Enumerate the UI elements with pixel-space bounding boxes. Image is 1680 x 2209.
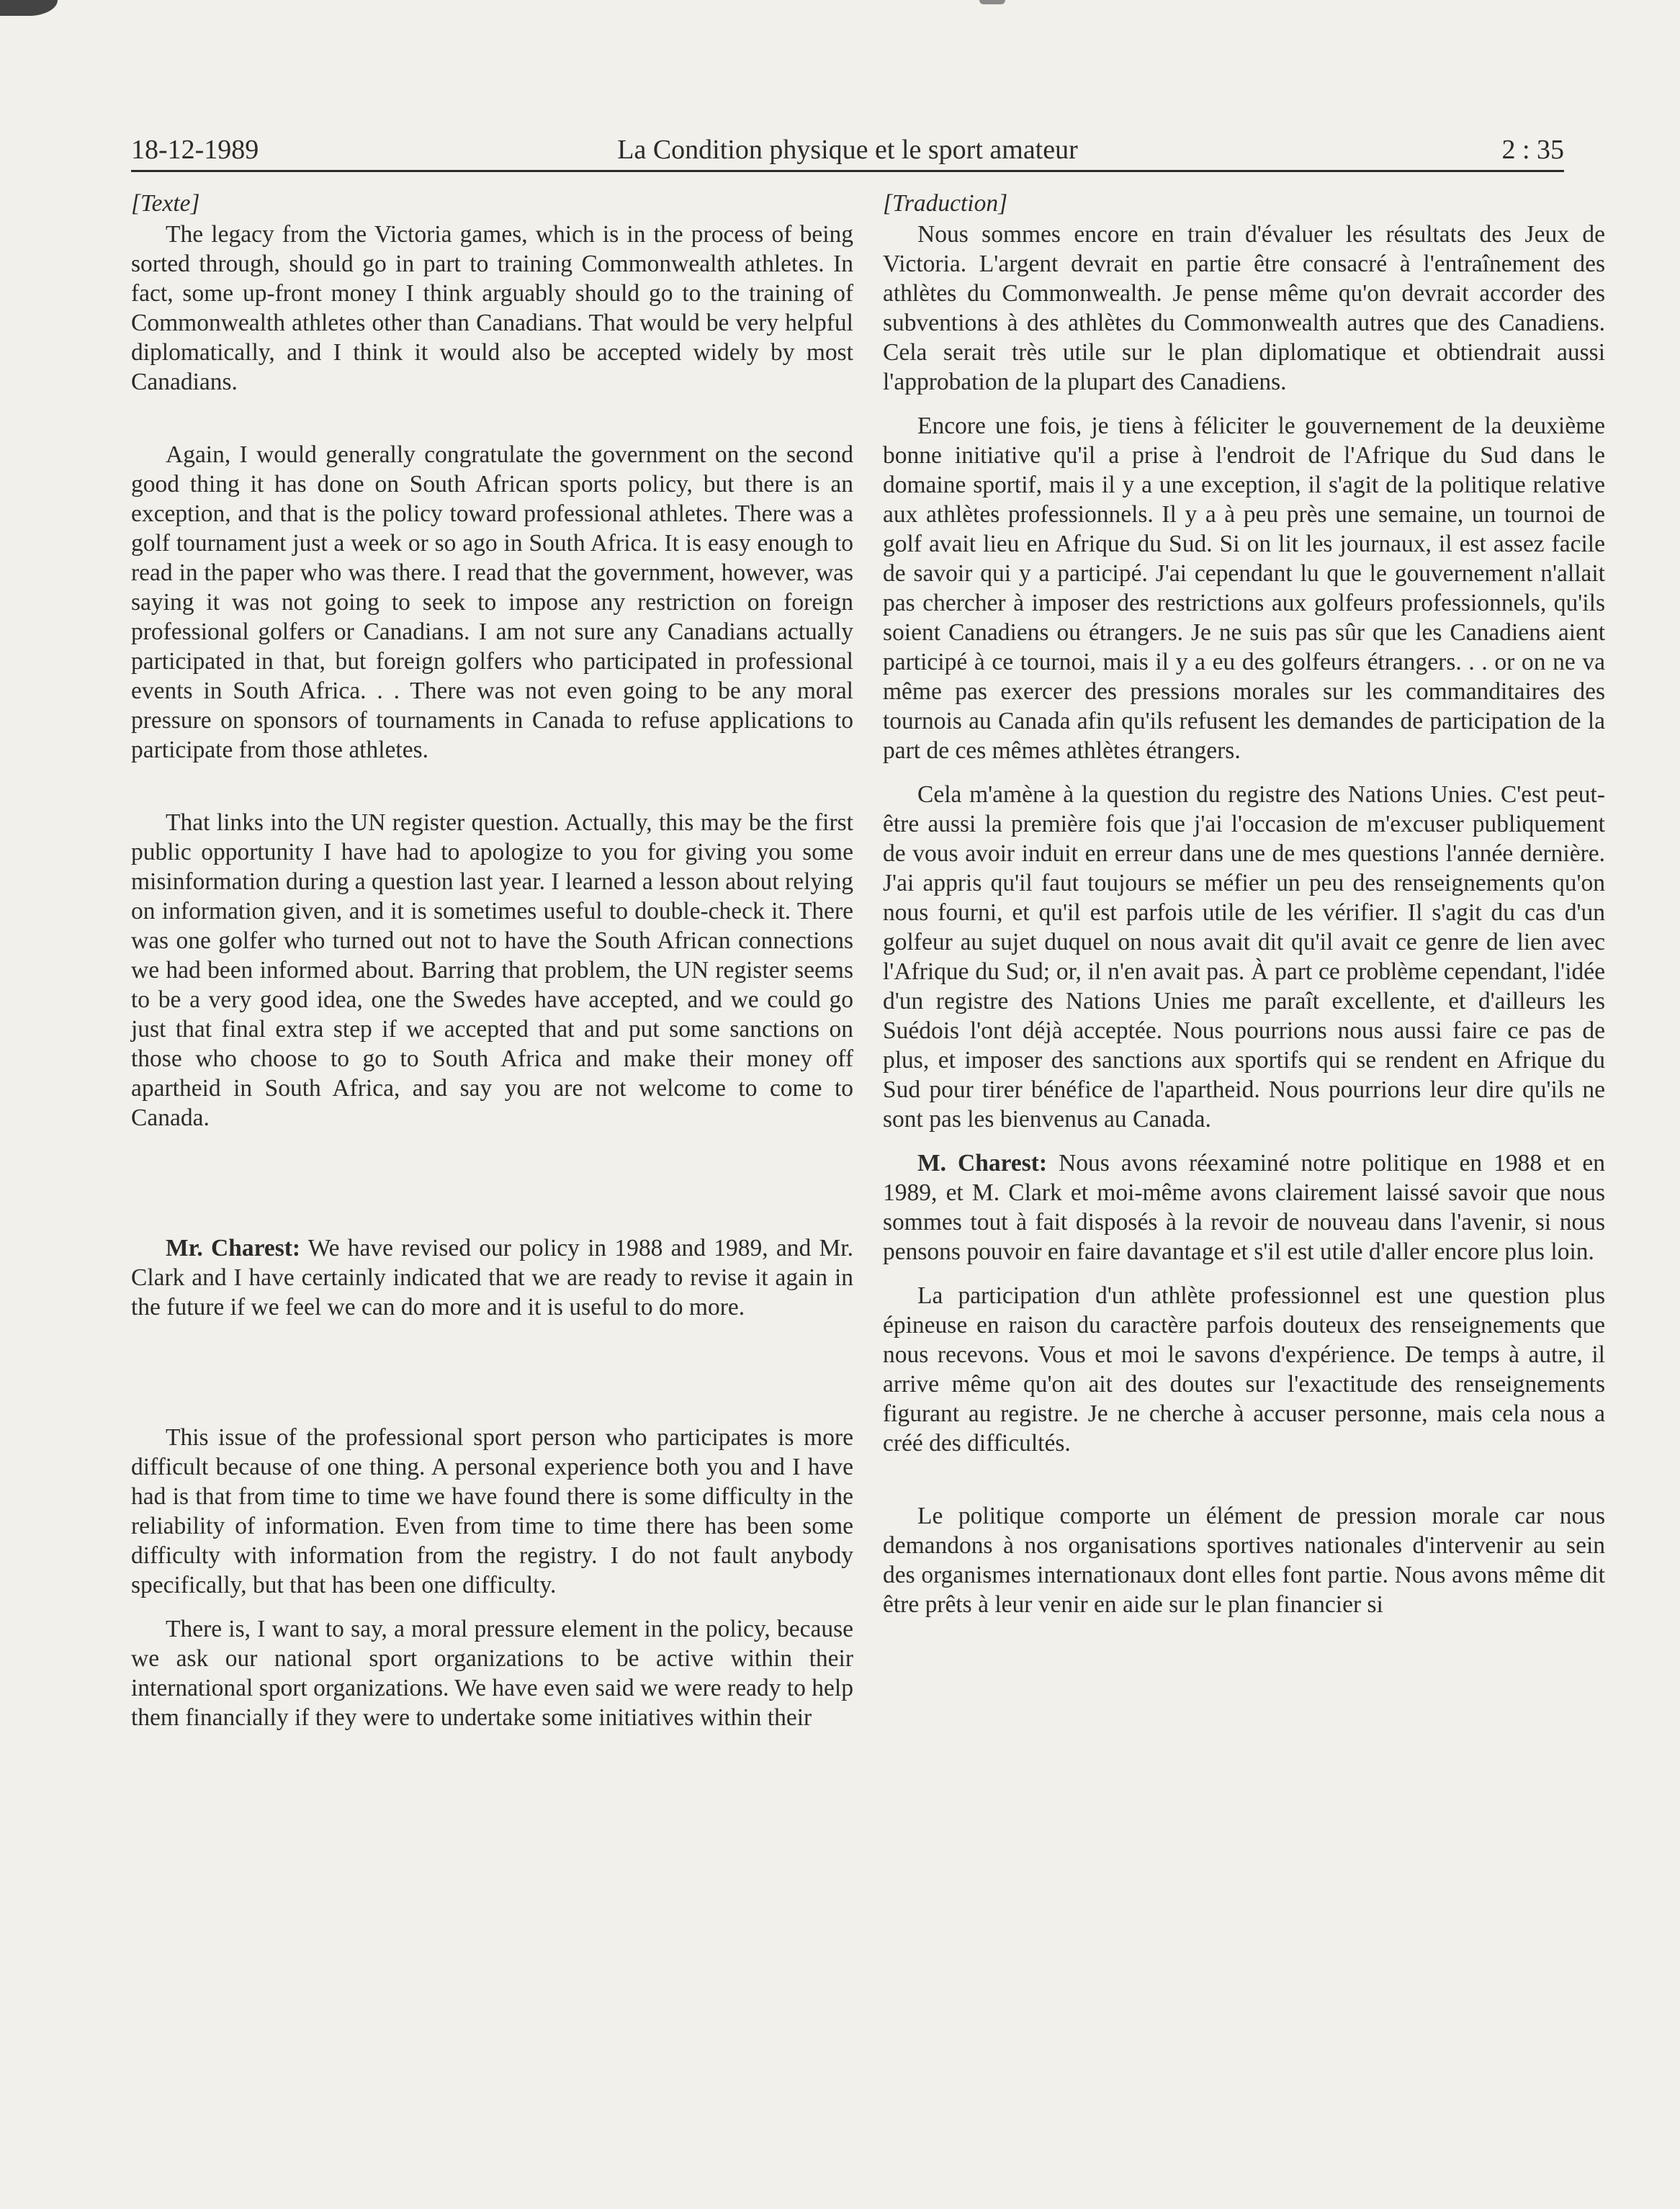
speaker-text: Nous avons réexaminé notre politique en 1988 et en 1989, et M. Clark et moi-même avons clairement laissé savoir que nous sommes tout à fait disposés à la revoir de nouveau dans l'avenir, si nous pensons pouvoir en faire davantage et s'il est utile d'aller encore plus loin.	[883, 1150, 1605, 1265]
paragraph: Again, I would generally congratulate the government on the second good thing it has done on South African sports policy, but there is an exception, and that is the policy toward professional athletes. There was a golf tournament just a week or so ago in South Africa. It is easy enough to read in the paper who was there. I read that the government, however, was saying it was not going to seek to impose any restriction on foreign professional golfers or Canadians. I am not sure any Canadians actually participated in that, but foreign golfers who participated in professional events in South Africa. . . There was not even going to be any moral pressure on sponsors of tournaments in Canada to refuse applications to participate from those athletes.	[131, 441, 853, 763]
header-title: La Condition physique et le sport amateur	[617, 135, 1078, 165]
english-column	[131, 189, 853, 1732]
scan-top-mark	[979, 0, 1005, 4]
language-tag-french: [Traduction]	[883, 190, 1008, 217]
language-tag-english: [Texte]	[131, 190, 200, 217]
speaker-text: We have revised our policy in 1988 and 1989, and Mr. Clark and I have certainly indicated that we are ready to revise it again in the future if we feel we can do more and it is useful to do more.	[131, 1235, 853, 1321]
paragraph: Nous sommes encore en train d'évaluer les résultats des Jeux de Victoria. L'argent devrait en partie être consacré à l'entraînement des athlètes du Commonwealth. Je pense même qu'on devrait accorder des subventions à des athlètes du Commonwealth autres que des Canadiens. Cela serait très utile sur le plan diplomatique et obtiendrait aussi l'approbation de la plupart des Canadiens.	[883, 221, 1605, 395]
speaker-paragraph	[883, 1148, 1605, 1267]
paragraph: Le politique comporte un élément de pression morale car nous demandons à nos organisations sportives nationales d'intervenir au sein des organismes internationaux dont elles font partie. Nous avons même dit être prêts à leur venir en aide sur le plan financier si	[883, 1503, 1605, 1618]
header-date: 18-12-1989	[131, 135, 259, 165]
paragraph: This issue of the professional sport person who participates is more difficult because of one thing. A personal experience both you and I have had is that from time to time we have found there is some difficulty in the reliability of information. Even from time to time there has been some difficulty with information from the registry. I do not fault anybody specifically, but that has been one difficulty.	[131, 1424, 853, 1598]
speaker-name: Mr. Charest:	[166, 1235, 301, 1261]
paragraph: There is, I want to say, a moral pressure element in the policy, because we ask our national sport organizations to be active within their international sport organizations. We have even said we were ready to help them financially if they were to undertake some initiatives within their	[131, 1616, 853, 1731]
paragraph: Encore une fois, je tiens à féliciter le gouvernement de la deuxième bonne initiative qu'il a prise à l'endroit de l'Afrique du Sud dans le domaine sportif, mais il y a une exception, il s'agit de la politique relative aux athlètes professionnels. Il y a à peu près une semaine, un tournoi de golf avait lieu en Afrique du Sud. Si on lit les journaux, il est assez facile de savoir qui y a participé. J'ai cependant lu que le gouvernement n'allait pas chercher à imposer des restrictions aux golfeurs professionnels, qu'ils soient Canadiens ou étrangers. Je ne suis pas sûr que les Canadiens aient participé à ce tournoi, mais il y a eu des golfeurs étrangers. . . or on ne va même pas exercer des pressions morales sur les commanditaires des tournois au Canada afin qu'ils refusent les demandes de participation de la part de ces mêmes athlètes étrangers.	[883, 413, 1605, 764]
paragraph: Cela m'amène à la question du registre des Nations Unies. C'est peut-être aussi la première fois que j'ai l'occasion de m'excuser publiquement de vous avoir induit en erreur dans une de mes questions l'année dernière. J'ai appris qu'il faut toujours se méfier un peu des renseignements qu'on nous fourni, et qu'il est parfois utile de les vérifier. Il s'agit du cas d'un golfeur au sujet duquel on nous avait dit qu'il avait ce genre de lien avec l'Afrique du Sud; or, il n'en avait pas. À part ce problème cependant, l'idée d'un registre des Nations Unies me paraît excellente, et d'ailleurs les Suédois l'ont déjà acceptée. Nous pourrions nous aussi faire ce pas de plus, et imposer des sanctions aux sportifs qui se rendent en Afrique du Sud pour tirer bénéfice de l'apartheid. Nous pourrions leur dire qu'ils ne sont pas les bienvenus au Canada.	[883, 781, 1605, 1133]
paragraph: The legacy from the Victoria games, which is in the process of being sorted through, should go in part to training Commonwealth athletes. In fact, some up-front money I think arguably should go to the training of Commonwealth athletes other than Canadians. That would be very helpful diplomatically, and I think it would also be accepted widely by most Canadians.	[131, 221, 853, 395]
paragraph: La participation d'un athlète professionnel est une question plus épineuse en raison du caractère parfois douteux des renseignements que nous recevons. Vous et moi le savons d'expérience. De temps à autre, il arrive même qu'on ait des doutes sur l'exactitude des renseignements figurant au registre. Je ne cherche à accuser personne, mais cela nous a créé des difficultés.	[883, 1282, 1605, 1457]
page-header	[131, 131, 1564, 168]
speaker-paragraph	[131, 1233, 853, 1322]
french-column	[883, 189, 1605, 1619]
header-rule	[131, 170, 1564, 172]
scan-corner-mark	[0, 0, 58, 16]
page-number: 2 : 35	[1501, 135, 1564, 165]
speaker-name: M. Charest:	[917, 1150, 1048, 1177]
paragraph: That links into the UN register question. Actually, this may be the first public opportunity I have had to apologize to you for giving you some misinformation during a question last year. I learned a lesson about relying on information given, and it is sometimes useful to double-check it. There was one golfer who turned out not to have the South African connections we had been informed about. Barring that problem, the UN register seems to be a very good idea, one the Swedes have accepted, and we could go just that final extra step if we accepted that and put some sanctions on those who choose to go to South Africa and make their money off apartheid in South Africa, and say you are not welcome to come to Canada.	[131, 809, 853, 1131]
